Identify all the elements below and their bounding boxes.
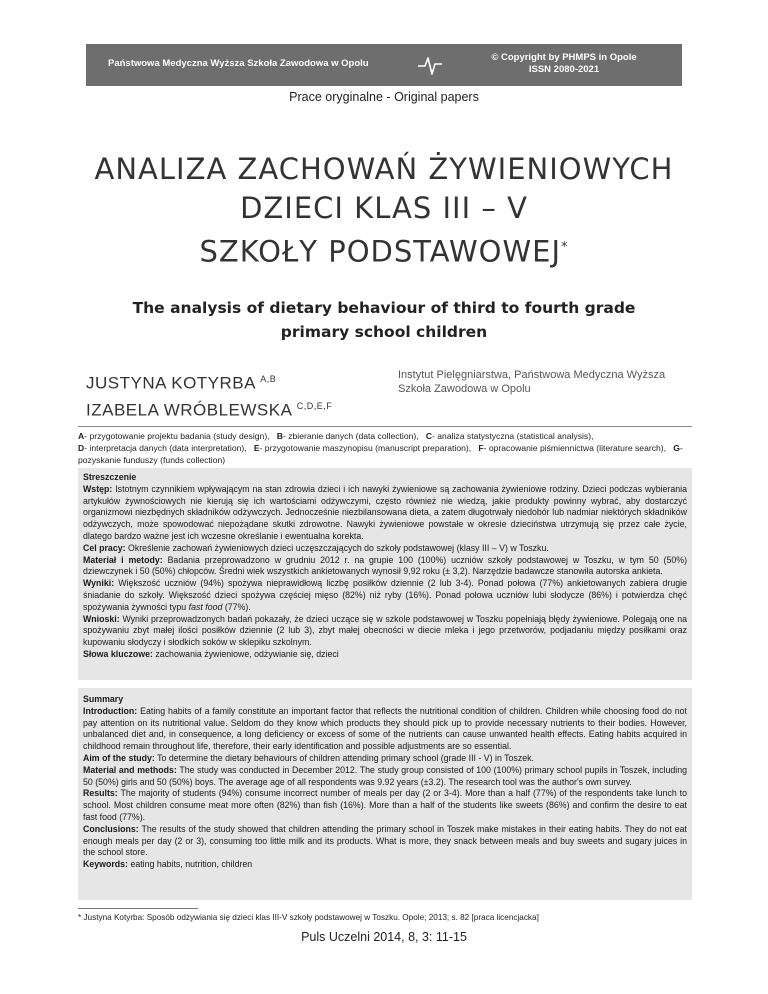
section-label: Prace oryginalne - Original papers <box>289 90 479 104</box>
author-roles: A,B <box>260 374 277 384</box>
english-title-line-2: primary school children <box>280 323 488 341</box>
paragraph-text: The majority of students (94%) consume incorrect number of meals per day (2 or 3-4). More than a half (77%) of the respondents take lunch to school. Most children consume meat more often (82%) than fish (16%). More than a half of the students like sweets (86%) and confirm the desire to eat fast food (77%). <box>83 788 687 822</box>
author-name: IZABELA WRÓBLEWSKA <box>86 400 292 420</box>
abstract-paragraph <box>83 543 687 555</box>
footnote: * Justyna Kotyrba: Sposób odżywiania się dzieci klas III-V szkoły podstawowej w Toszku. Opole; 2013; s. 82 [praca licencjacka] <box>78 913 539 922</box>
title-line-3 <box>0 228 768 272</box>
paragraph-text: Określenie zachowań żywieniowych dzieci uczęszczających do szkoły podstawowej (klasy III – V) w Toszku. <box>128 542 549 553</box>
title-footnote-mark: * <box>561 240 569 255</box>
author-list <box>86 368 376 421</box>
paragraph-label: Wyniki: <box>83 578 115 589</box>
header-issn: ISSN 2080-2021 <box>528 64 600 75</box>
title-line-3-text: SZKOŁY PODSTAWOWEJ <box>199 234 562 269</box>
paragraph-label: Conclusions: <box>83 823 139 834</box>
abstract-polish <box>78 468 692 680</box>
contribution-text: - przygotowanie projektu badania (study design), <box>84 431 270 441</box>
author-roles: C,D,E,F <box>296 400 333 411</box>
english-title-line-1: The analysis of dietary behaviour of third to fourth grade <box>132 299 636 317</box>
english-title <box>120 296 648 344</box>
paragraph-text: Istotnym czynnikiem wpływającym na stan zdrowia dzieci i ich nawyki żywieniowe są zachowania żywieniowe rodziny. Dzieci podczas wybierania artykułów żywnościowych nie kierują się ich wartościami odżywczymi, często również nie wiedzą, jakie produkty powinny wybrać, aby dostarczyć organizmowi niezbędnych składników odżywczych. Jednocześnie niezbilansowana dieta, a zatem długotrwały niedobór lub nadmiar niektórych składników odżywczych, może spowodować niepożądane skutki zdrowotne. Nawyki żywieniowe powstałe w okresie dzieciństwa utrzymują się przez całe życie, dlatego bardzo ważne jest ich wczesne określanie i ewentualna korekta. <box>83 483 687 541</box>
heartbeat-icon <box>416 52 444 78</box>
paragraph-label: Wstęp: <box>83 483 113 494</box>
abstract-paragraph <box>83 788 687 823</box>
contribution-code: E <box>253 443 260 453</box>
keywords-text: eating habits, nutrition, children <box>130 859 253 870</box>
paragraph-label: Wnioski: <box>83 613 120 624</box>
contribution-code: G <box>673 443 680 453</box>
contribution-text: - pozyskanie funduszy (funds collection) <box>78 443 683 465</box>
keywords-text: zachowania żywieniowe, odżywianie się, dzieci <box>155 648 339 659</box>
paragraph-label: Results: <box>83 788 118 799</box>
contribution-text: - przygotowanie maszynopisu (manuscript preparation), <box>259 443 472 453</box>
abstract-paragraph <box>83 484 687 543</box>
paragraph-text: The results of the study showed that children attending the primary school in Toszek make mistakes in their eating habits. They do not eat enough meals per day (2 or 3), consuming too little milk and its products. What is more, they snack between meals and buy sweets and sugary juices in the school store. <box>83 823 687 858</box>
footnote-divider <box>78 908 198 909</box>
journal-header-bar <box>86 44 682 86</box>
abstract-heading: Summary <box>83 694 124 704</box>
abstract-paragraph <box>83 706 687 753</box>
contribution-code: C <box>425 431 433 441</box>
author <box>86 368 376 395</box>
header-institution: Państwowa Medyczna Wyższa Szkoła Zawodowa w Opolu <box>108 58 369 69</box>
contribution-code: D <box>78 443 85 453</box>
abstract-keywords <box>83 649 687 661</box>
abstract-paragraph <box>83 555 687 579</box>
contribution-text: - interpretacja danych (data interpretation), <box>84 443 247 453</box>
divider <box>78 426 692 427</box>
contribution-text: - opracowanie piśmiennictwa (literature search), <box>483 443 667 453</box>
keywords-label: Słowa kluczowe: <box>83 648 153 659</box>
abstract-heading: Streszczenie <box>83 472 137 482</box>
title-line-1: ANALIZA ZACHOWAŃ ŻYWIENIOWYCH <box>94 152 674 186</box>
paragraph-text: (77%). <box>224 601 251 612</box>
paragraph-text: Badania przeprowadzono w grudniu 2012 r. na grupie 100 (100%) uczniów szkoły podstawowej w Toszku, w tym 50 (50%) dziewczynek i 50 (50%) chłopców. Średni wiek wszystkich ankietowanych wynosił 9,92 roku (± 3,2). Narzędzie badawcze stanowiła autorska ankieta. <box>83 554 687 577</box>
paragraph-text: Większość uczniów (94%) spożywa nieprawidłową liczbę posiłków dziennie (2 lub 3-4). Ponad połowa (77%) ankietowanych zabiera drugie śniadanie do szkoły. Większość dzieci spożywa częściej mięso (82%) niż ryby (16%). Ponad połowa uczniów lubi słodycze (86%) i potwierdza chęć spożywania żywności typu <box>83 578 688 612</box>
paragraph-text: To determine the dietary behaviours of children attending primary school (grade III - V) in Toszek. <box>157 752 534 763</box>
paragraph-italic: fast food <box>188 601 223 612</box>
paragraph-label: Materiał i metody: <box>83 554 163 565</box>
article-title <box>0 150 768 272</box>
contribution-code: B <box>276 431 283 441</box>
abstract-keywords <box>83 859 687 871</box>
contribution-text: - zbieranie danych (data collection), <box>282 431 419 441</box>
abstract-paragraph <box>83 824 687 859</box>
header-copyright: © Copyright by PHMPS in Opole <box>491 52 637 63</box>
abstract-paragraph <box>83 614 687 649</box>
title-line-2: DZIECI KLAS III – V <box>240 191 528 225</box>
author <box>86 395 376 422</box>
header-copyright-block <box>446 52 682 76</box>
affiliation: Instytut Pielęgniarstwa, Państwowa Medyczna Wyższa Szkoła Zawodowa w Opolu <box>398 369 666 395</box>
author-name: JUSTYNA KOTYRBA <box>86 373 256 393</box>
abstract-english <box>78 688 692 900</box>
paragraph-text: The study was conducted in December 2012. The study group consisted of 100 (100%) primary school pupils in Toszek, including 50 (50%) girls and 50 (50%) boys. The average age of all respondents was 9.92 years (±3.2). The research tool was the author's own survey. <box>83 764 687 787</box>
contribution-code: F <box>478 443 484 453</box>
keywords-label: Keywords: <box>83 859 128 870</box>
paragraph-text: Eating habits of a family constitute an important factor that reflects the nutritional condition of children. Children while choosing food do not pay attention on its nutritional value. Seldom do they know which products they should pick up to provide necessary nutrients to their bodies. However, unbalanced diet and, in consequence, a long deficiency or excess of some of the nutrients can cause unwanted health effects. Eating habits acquired in childhood remain throughout life, therefore, their early identification and possible adjustments are so essential. <box>83 705 688 752</box>
abstract-paragraph <box>83 765 687 789</box>
contribution-code: A <box>78 431 85 441</box>
paragraph-label: Material and methods: <box>83 764 177 775</box>
paragraph-text: Wyniki przeprowadzonych badań pokazały, że dzieci uczące się w szkole podstawowej w Toszku popełniają błędy żywieniowe. Polegają one na spożywaniu zbyt małej ilości posiłków dziennie (2 lub 3), zbyt małej obecności w diecie mleka i jego przetworów, podjadaniu między posiłkami oraz kupowaniu słodyczy i słodkich soków w sklepiku szkolnym. <box>83 613 687 648</box>
journal-citation: Puls Uczelni 2014, 8, 3: 11-15 <box>301 930 467 944</box>
abstract-paragraph <box>83 753 687 765</box>
paragraph-label: Aim of the study: <box>83 752 155 763</box>
paragraph-label: Introduction: <box>83 705 138 716</box>
paragraph-label: Cel pracy: <box>83 542 126 553</box>
author-contributions <box>78 430 692 466</box>
abstract-paragraph <box>83 578 687 613</box>
contribution-text: - analiza statystyczna (statistical analysis), <box>432 431 594 441</box>
